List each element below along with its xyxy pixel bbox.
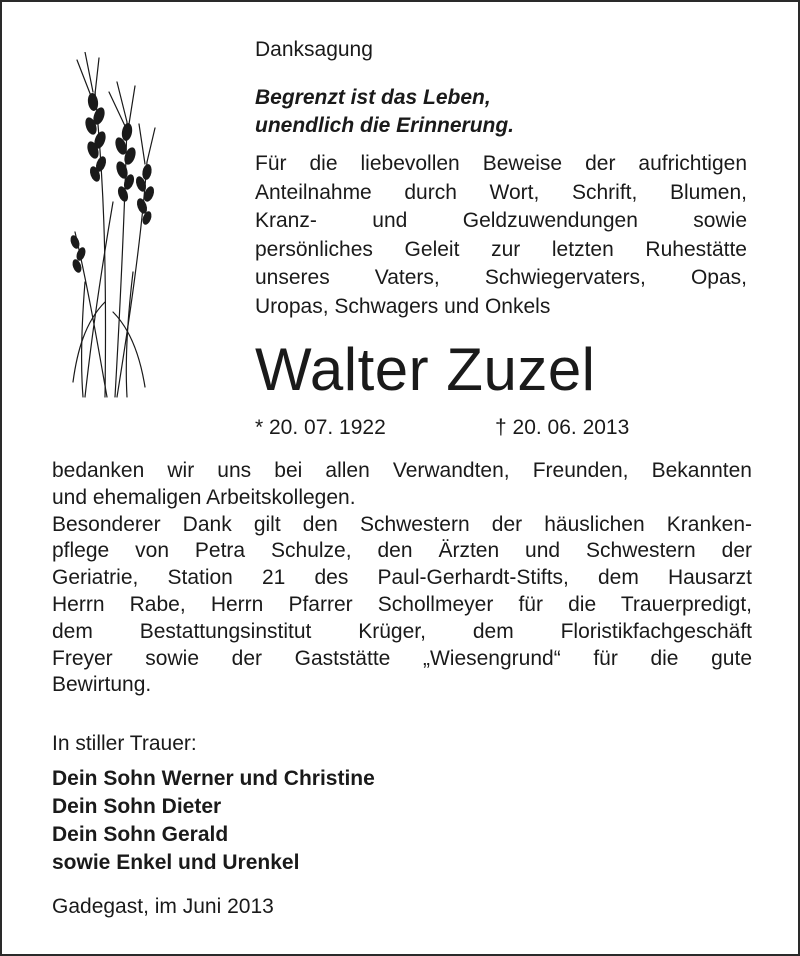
intro-line: persönliches Geleit zur letzten Ruhestätte (255, 237, 747, 261)
mourner: Dein Sohn Gerald (52, 823, 229, 846)
intro-line: Anteilnahme durch Wort, Schrift, Blumen, (255, 180, 747, 204)
place-date: Gadegast, im Juni 2013 (52, 895, 274, 918)
motto-line: unendlich die Erinnerung. (255, 114, 515, 137)
life-dates (255, 416, 755, 440)
body-line: pflege von Petra Schulze, den Ärzten und Schwestern der (52, 539, 752, 563)
mourner: sowie Enkel und Urenkel (52, 851, 300, 874)
body-line: Bewirtung. (52, 673, 152, 697)
body-line: Freyer sowie der Gaststätte „Wiesengrund“ für die gute (52, 646, 752, 670)
intro-line: Kranz- und Geldzuwendungen sowie (255, 209, 747, 232)
mourners-list (52, 765, 375, 877)
deceased-name: Walter Zuzel (255, 336, 596, 403)
motto-line: Begrenzt ist das Leben, (255, 86, 491, 109)
body-line: dem Bestattungsinstitut Krüger, dem Floristikfachgeschäft (52, 619, 752, 643)
intro-line: unseres Vaters, Schwiegervaters, Opas, (255, 266, 747, 289)
wheat-ears-icon (55, 52, 165, 412)
thanks-paragraph (52, 458, 752, 699)
body-line: und ehemaligen Arbeitskollegen. (52, 485, 356, 509)
body-line: Geriatrie, Station 21 des Paul-Gerhardt-Stifts, dem Hausarzt (52, 566, 752, 590)
mourner: Dein Sohn Dieter (52, 795, 222, 818)
birth-date: * 20. 07. 1922 (255, 416, 386, 439)
body-line: Besonderer Dank gilt den Schwestern der häuslichen Kranken- (52, 512, 752, 536)
death-date: † 20. 06. 2013 (495, 416, 630, 439)
intro-paragraph (255, 150, 747, 321)
intro-line: Für die liebevollen Beweise der aufrichtigen (255, 152, 747, 175)
intro-line: Uropas, Schwagers und Onkels (255, 294, 551, 318)
mourner: Dein Sohn Werner und Christine (52, 767, 375, 790)
body-line: bedanken wir uns bei allen Verwandten, Freunden, Bekannten (52, 459, 752, 482)
motto (255, 84, 755, 140)
mourning-label: In stiller Trauer: (52, 732, 197, 755)
body-line: Herrn Rabe, Herrn Pfarrer Schollmeyer für die Trauerpredigt, (52, 592, 752, 616)
header-title: Danksagung (255, 38, 373, 61)
